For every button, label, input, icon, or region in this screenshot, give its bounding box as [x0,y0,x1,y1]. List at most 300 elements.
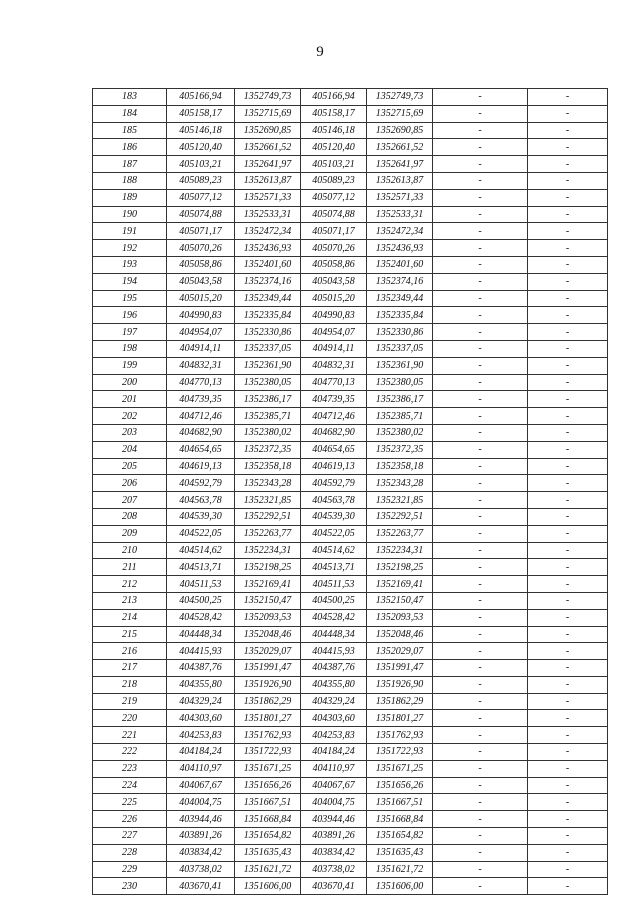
x-coordinate-2-cell: 405089,23 [301,172,367,189]
value-cell-2: - [528,760,608,777]
table-row [93,760,608,777]
point-number-cell: 189 [93,189,167,206]
value-cell-2: - [528,727,608,744]
value-cell-1: - [433,441,528,458]
value-cell-2: - [528,693,608,710]
y-coordinate-2-cell: 1351762,93 [367,727,433,744]
y-coordinate-cell: 1352093,53 [235,609,301,626]
point-number-cell: 208 [93,508,167,525]
x-coordinate-2-cell: 404184,24 [301,744,367,761]
value-cell-2: - [528,240,608,257]
x-coordinate-cell: 404511,53 [167,576,235,593]
x-coordinate-2-cell: 405070,26 [301,240,367,257]
x-coordinate-2-cell: 404954,07 [301,324,367,341]
value-cell-2: - [528,324,608,341]
point-number-cell: 188 [93,172,167,189]
x-coordinate-2-cell: 404770,13 [301,374,367,391]
value-cell-2: - [528,592,608,609]
x-coordinate-2-cell: 404563,78 [301,492,367,509]
y-coordinate-2-cell: 1352321,85 [367,492,433,509]
y-coordinate-2-cell: 1352749,73 [367,89,433,106]
point-number-cell: 197 [93,324,167,341]
table-row [93,861,608,878]
y-coordinate-cell: 1351667,51 [235,794,301,811]
value-cell-2: - [528,508,608,525]
point-number-cell: 222 [93,744,167,761]
value-cell-1: - [433,256,528,273]
point-number-cell: 217 [93,660,167,677]
value-cell-1: - [433,542,528,559]
table-row [93,727,608,744]
value-cell-1: - [433,189,528,206]
y-coordinate-2-cell: 1352380,02 [367,424,433,441]
value-cell-2: - [528,660,608,677]
value-cell-2: - [528,492,608,509]
value-cell-2: - [528,391,608,408]
x-coordinate-2-cell: 404500,25 [301,592,367,609]
point-number-cell: 190 [93,206,167,223]
value-cell-2: - [528,374,608,391]
value-cell-1: - [433,727,528,744]
y-coordinate-cell: 1352358,18 [235,458,301,475]
y-coordinate-2-cell: 1352150,47 [367,592,433,609]
y-coordinate-2-cell: 1352690,85 [367,122,433,139]
x-coordinate-cell: 405071,17 [167,223,235,240]
x-coordinate-cell: 404712,46 [167,408,235,425]
y-coordinate-cell: 1352386,17 [235,391,301,408]
point-number-cell: 205 [93,458,167,475]
x-coordinate-cell: 404303,60 [167,710,235,727]
table-row [93,844,608,861]
x-coordinate-2-cell: 405077,12 [301,189,367,206]
x-coordinate-cell: 404592,79 [167,475,235,492]
x-coordinate-2-cell: 405120,40 [301,139,367,156]
point-number-cell: 228 [93,844,167,861]
y-coordinate-cell: 1352349,44 [235,290,301,307]
y-coordinate-2-cell: 1352263,77 [367,525,433,542]
x-coordinate-2-cell: 404004,75 [301,794,367,811]
value-cell-1: - [433,693,528,710]
y-coordinate-cell: 1351991,47 [235,660,301,677]
y-coordinate-2-cell: 1351801,27 [367,710,433,727]
value-cell-2: - [528,811,608,828]
x-coordinate-2-cell: 405103,21 [301,156,367,173]
point-number-cell: 207 [93,492,167,509]
x-coordinate-cell: 404563,78 [167,492,235,509]
y-coordinate-2-cell: 1351722,93 [367,744,433,761]
y-coordinate-2-cell: 1352343,28 [367,475,433,492]
y-coordinate-2-cell: 1351606,00 [367,878,433,895]
value-cell-2: - [528,156,608,173]
x-coordinate-2-cell: 403944,46 [301,811,367,828]
point-number-cell: 196 [93,307,167,324]
x-coordinate-2-cell: 404355,80 [301,676,367,693]
y-coordinate-2-cell: 1352436,93 [367,240,433,257]
x-coordinate-cell: 405077,12 [167,189,235,206]
value-cell-2: - [528,744,608,761]
x-coordinate-cell: 404004,75 [167,794,235,811]
value-cell-1: - [433,592,528,609]
table-row [93,744,608,761]
x-coordinate-cell: 405058,86 [167,256,235,273]
table-row [93,374,608,391]
y-coordinate-cell: 1352436,93 [235,240,301,257]
x-coordinate-2-cell: 404110,97 [301,760,367,777]
x-coordinate-2-cell: 404329,24 [301,693,367,710]
y-coordinate-2-cell: 1352386,17 [367,391,433,408]
table-row [93,811,608,828]
value-cell-2: - [528,676,608,693]
point-number-cell: 229 [93,861,167,878]
table-row [93,458,608,475]
x-coordinate-2-cell: 404448,34 [301,626,367,643]
table-row [93,206,608,223]
y-coordinate-2-cell: 1352358,18 [367,458,433,475]
table-row [93,576,608,593]
x-coordinate-cell: 405146,18 [167,122,235,139]
point-number-cell: 206 [93,475,167,492]
table-row [93,542,608,559]
value-cell-1: - [433,122,528,139]
x-coordinate-2-cell: 404592,79 [301,475,367,492]
x-coordinate-cell: 404448,34 [167,626,235,643]
table-row [93,273,608,290]
x-coordinate-cell: 404513,71 [167,559,235,576]
value-cell-2: - [528,559,608,576]
y-coordinate-cell: 1351926,90 [235,676,301,693]
page-number: 9 [316,44,324,60]
table-row [93,559,608,576]
y-coordinate-cell: 1352380,02 [235,424,301,441]
x-coordinate-2-cell: 405166,94 [301,89,367,106]
table-row [93,189,608,206]
value-cell-1: - [433,760,528,777]
table-row [93,693,608,710]
y-coordinate-cell: 1352661,52 [235,139,301,156]
y-coordinate-cell: 1352401,60 [235,256,301,273]
x-coordinate-cell: 405089,23 [167,172,235,189]
x-coordinate-cell: 404832,31 [167,357,235,374]
y-coordinate-cell: 1352321,85 [235,492,301,509]
x-coordinate-2-cell: 405146,18 [301,122,367,139]
x-coordinate-cell: 404528,42 [167,609,235,626]
value-cell-1: - [433,458,528,475]
point-number-cell: 183 [93,89,167,106]
table-row [93,492,608,509]
y-coordinate-2-cell: 1352330,86 [367,324,433,341]
x-coordinate-cell: 404415,93 [167,643,235,660]
value-cell-2: - [528,844,608,861]
point-number-cell: 211 [93,559,167,576]
value-cell-1: - [433,324,528,341]
table-row [93,223,608,240]
y-coordinate-cell: 1352613,87 [235,172,301,189]
y-coordinate-cell: 1352169,41 [235,576,301,593]
value-cell-2: - [528,441,608,458]
y-coordinate-cell: 1352150,47 [235,592,301,609]
value-cell-2: - [528,408,608,425]
x-coordinate-2-cell: 404387,76 [301,660,367,677]
y-coordinate-2-cell: 1352093,53 [367,609,433,626]
x-coordinate-cell: 403891,26 [167,828,235,845]
value-cell-1: - [433,508,528,525]
value-cell-1: - [433,559,528,576]
x-coordinate-cell: 404329,24 [167,693,235,710]
y-coordinate-2-cell: 1351656,26 [367,777,433,794]
y-coordinate-2-cell: 1351635,43 [367,844,433,861]
value-cell-1: - [433,492,528,509]
x-coordinate-cell: 404654,65 [167,441,235,458]
point-number-cell: 225 [93,794,167,811]
y-coordinate-2-cell: 1352198,25 [367,559,433,576]
x-coordinate-cell: 403834,42 [167,844,235,861]
value-cell-2: - [528,357,608,374]
table-body [93,89,608,895]
y-coordinate-2-cell: 1352361,90 [367,357,433,374]
point-number-cell: 220 [93,710,167,727]
y-coordinate-2-cell: 1351926,90 [367,676,433,693]
point-number-cell: 194 [93,273,167,290]
y-coordinate-2-cell: 1352533,31 [367,206,433,223]
x-coordinate-cell: 405070,26 [167,240,235,257]
value-cell-2: - [528,710,608,727]
point-number-cell: 187 [93,156,167,173]
y-coordinate-2-cell: 1351671,25 [367,760,433,777]
x-coordinate-2-cell: 404067,67 [301,777,367,794]
x-coordinate-2-cell: 403670,41 [301,878,367,895]
y-coordinate-cell: 1352048,46 [235,626,301,643]
x-coordinate-cell: 404184,24 [167,744,235,761]
table-row [93,424,608,441]
value-cell-1: - [433,240,528,257]
value-cell-1: - [433,340,528,357]
table-row [93,290,608,307]
x-coordinate-2-cell: 404522,05 [301,525,367,542]
value-cell-1: - [433,744,528,761]
y-coordinate-2-cell: 1351667,51 [367,794,433,811]
x-coordinate-cell: 404514,62 [167,542,235,559]
value-cell-2: - [528,576,608,593]
y-coordinate-2-cell: 1352613,87 [367,172,433,189]
x-coordinate-2-cell: 404990,83 [301,307,367,324]
point-number-cell: 215 [93,626,167,643]
table-row [93,441,608,458]
x-coordinate-2-cell: 405015,20 [301,290,367,307]
x-coordinate-cell: 403738,02 [167,861,235,878]
point-number-cell: 218 [93,676,167,693]
value-cell-1: - [433,206,528,223]
x-coordinate-cell: 404067,67 [167,777,235,794]
x-coordinate-2-cell: 404511,53 [301,576,367,593]
value-cell-2: - [528,122,608,139]
value-cell-1: - [433,576,528,593]
value-cell-1: - [433,878,528,895]
y-coordinate-cell: 1351801,27 [235,710,301,727]
point-number-cell: 213 [93,592,167,609]
value-cell-2: - [528,542,608,559]
value-cell-1: - [433,794,528,811]
y-coordinate-cell: 1352690,85 [235,122,301,139]
value-cell-1: - [433,475,528,492]
point-number-cell: 195 [93,290,167,307]
x-coordinate-2-cell: 404539,30 [301,508,367,525]
value-cell-2: - [528,223,608,240]
y-coordinate-cell: 1352198,25 [235,559,301,576]
value-cell-2: - [528,139,608,156]
x-coordinate-cell: 405158,17 [167,105,235,122]
y-coordinate-2-cell: 1352349,44 [367,290,433,307]
value-cell-2: - [528,475,608,492]
point-number-cell: 209 [93,525,167,542]
value-cell-2: - [528,206,608,223]
x-coordinate-2-cell: 404682,90 [301,424,367,441]
table-row [93,676,608,693]
value-cell-1: - [433,525,528,542]
value-cell-2: - [528,256,608,273]
value-cell-1: - [433,156,528,173]
x-coordinate-cell: 404739,35 [167,391,235,408]
value-cell-2: - [528,273,608,290]
x-coordinate-cell: 405074,88 [167,206,235,223]
y-coordinate-2-cell: 1351668,84 [367,811,433,828]
y-coordinate-cell: 1352749,73 [235,89,301,106]
value-cell-1: - [433,374,528,391]
value-cell-1: - [433,290,528,307]
value-cell-1: - [433,408,528,425]
x-coordinate-2-cell: 404303,60 [301,710,367,727]
value-cell-2: - [528,307,608,324]
value-cell-1: - [433,391,528,408]
x-coordinate-cell: 404770,13 [167,374,235,391]
y-coordinate-cell: 1352533,31 [235,206,301,223]
value-cell-1: - [433,777,528,794]
value-cell-1: - [433,273,528,290]
x-coordinate-2-cell: 405058,86 [301,256,367,273]
x-coordinate-cell: 405043,58 [167,273,235,290]
value-cell-2: - [528,609,608,626]
point-number-cell: 227 [93,828,167,845]
table-row [93,777,608,794]
table-row [93,408,608,425]
x-coordinate-2-cell: 405071,17 [301,223,367,240]
table-row [93,391,608,408]
x-coordinate-cell: 403944,46 [167,811,235,828]
x-coordinate-2-cell: 403738,02 [301,861,367,878]
y-coordinate-cell: 1351621,72 [235,861,301,878]
value-cell-2: - [528,626,608,643]
y-coordinate-cell: 1351656,26 [235,777,301,794]
x-coordinate-cell: 404387,76 [167,660,235,677]
value-cell-1: - [433,357,528,374]
y-coordinate-cell: 1351862,29 [235,693,301,710]
point-number-cell: 226 [93,811,167,828]
point-number-cell: 186 [93,139,167,156]
point-number-cell: 185 [93,122,167,139]
table-row [93,122,608,139]
value-cell-1: - [433,811,528,828]
point-number-cell: 199 [93,357,167,374]
x-coordinate-cell: 404355,80 [167,676,235,693]
x-coordinate-cell: 405015,20 [167,290,235,307]
y-coordinate-cell: 1351654,82 [235,828,301,845]
table-row [93,475,608,492]
value-cell-2: - [528,89,608,106]
y-coordinate-2-cell: 1352385,71 [367,408,433,425]
x-coordinate-cell: 404253,83 [167,727,235,744]
table-row [93,340,608,357]
x-coordinate-2-cell: 404832,31 [301,357,367,374]
y-coordinate-cell: 1352337,05 [235,340,301,357]
value-cell-1: - [433,223,528,240]
y-coordinate-2-cell: 1352374,16 [367,273,433,290]
y-coordinate-2-cell: 1351991,47 [367,660,433,677]
value-cell-2: - [528,290,608,307]
x-coordinate-2-cell: 404654,65 [301,441,367,458]
table-row [93,525,608,542]
x-coordinate-cell: 404619,13 [167,458,235,475]
x-coordinate-cell: 404682,90 [167,424,235,441]
y-coordinate-cell: 1351668,84 [235,811,301,828]
x-coordinate-2-cell: 404739,35 [301,391,367,408]
x-coordinate-cell: 405103,21 [167,156,235,173]
x-coordinate-cell: 404522,05 [167,525,235,542]
x-coordinate-2-cell: 404253,83 [301,727,367,744]
table-row [93,794,608,811]
y-coordinate-2-cell: 1352169,41 [367,576,433,593]
table-row [93,172,608,189]
point-number-cell: 204 [93,441,167,458]
point-number-cell: 202 [93,408,167,425]
table-row [93,256,608,273]
table-row [93,89,608,106]
table-row [93,357,608,374]
y-coordinate-2-cell: 1352380,05 [367,374,433,391]
value-cell-2: - [528,828,608,845]
y-coordinate-2-cell: 1352335,84 [367,307,433,324]
x-coordinate-cell: 404914,11 [167,340,235,357]
y-coordinate-2-cell: 1352472,34 [367,223,433,240]
value-cell-2: - [528,458,608,475]
point-number-cell: 224 [93,777,167,794]
y-coordinate-cell: 1351671,25 [235,760,301,777]
point-number-cell: 214 [93,609,167,626]
point-number-cell: 223 [93,760,167,777]
y-coordinate-cell: 1352335,84 [235,307,301,324]
y-coordinate-2-cell: 1352641,97 [367,156,433,173]
value-cell-1: - [433,676,528,693]
x-coordinate-2-cell: 404415,93 [301,643,367,660]
value-cell-1: - [433,828,528,845]
y-coordinate-2-cell: 1352401,60 [367,256,433,273]
y-coordinate-cell: 1352715,69 [235,105,301,122]
x-coordinate-2-cell: 405074,88 [301,206,367,223]
y-coordinate-2-cell: 1352292,51 [367,508,433,525]
y-coordinate-2-cell: 1352571,33 [367,189,433,206]
y-coordinate-2-cell: 1352661,52 [367,139,433,156]
y-coordinate-cell: 1352263,77 [235,525,301,542]
value-cell-2: - [528,340,608,357]
y-coordinate-2-cell: 1351862,29 [367,693,433,710]
y-coordinate-cell: 1352472,34 [235,223,301,240]
y-coordinate-2-cell: 1352029,07 [367,643,433,660]
x-coordinate-cell: 404954,07 [167,324,235,341]
y-coordinate-cell: 1352571,33 [235,189,301,206]
y-coordinate-cell: 1352234,31 [235,542,301,559]
point-number-cell: 192 [93,240,167,257]
x-coordinate-2-cell: 404514,62 [301,542,367,559]
y-coordinate-cell: 1352385,71 [235,408,301,425]
value-cell-1: - [433,424,528,441]
